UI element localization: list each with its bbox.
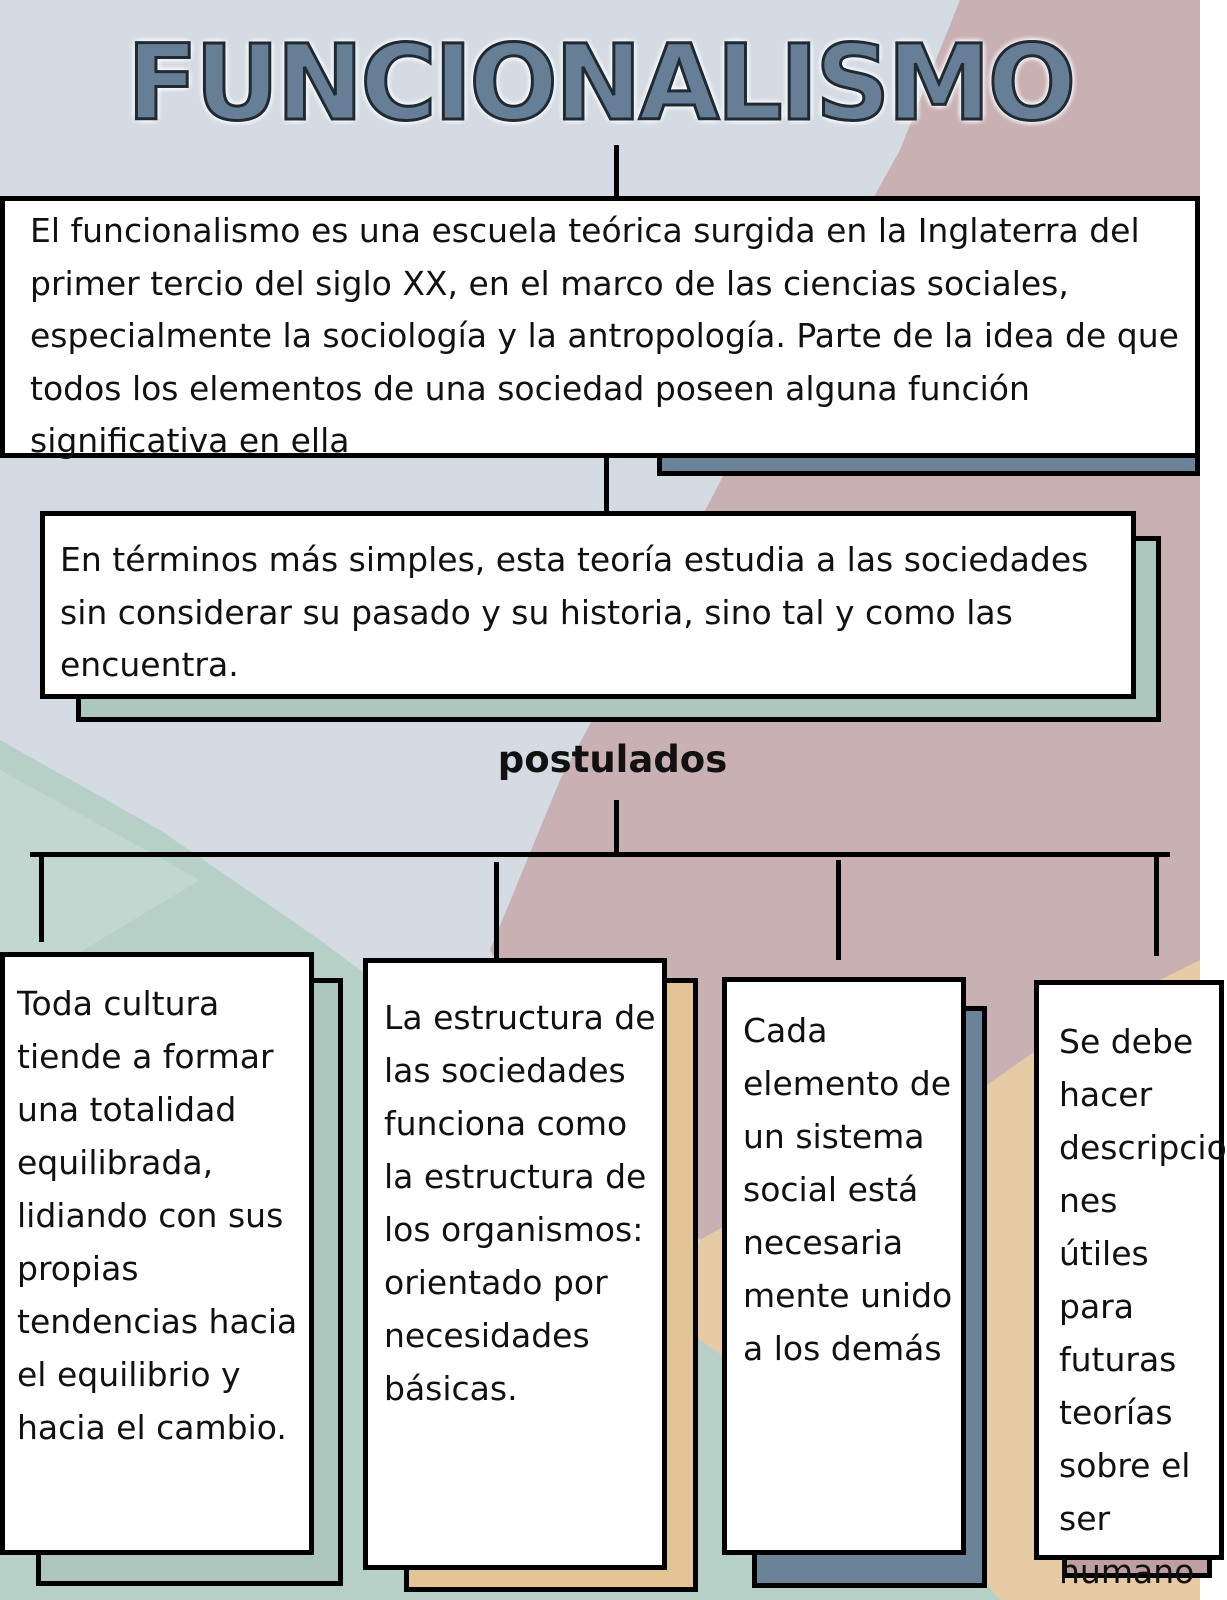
page-title: FUNCIONALISMO <box>126 22 1074 144</box>
intro-text: El funcionalismo es una escuela teórica surgida en la Inglaterra del primer tercio del siglo XX, en el marco de las ciencias sociales, especialmente la sociología y la antropología. Parte de la idea de que todos los elementos de una sociedad poseen alguna función significativa en ella <box>30 211 1179 460</box>
postulado-box-2 <box>363 958 667 1570</box>
intro-box <box>0 196 1200 458</box>
postulados-bar <box>30 852 1170 857</box>
postulado-text-1: Toda cultura tiende a formar una totalidad equilibrada, lidiando con sus propias tendencias hacia el equilibrio y hacia el cambio. <box>17 984 298 1447</box>
postulado-text-4: Se debe hacer descripcio nes útiles para futuras teorías sobre el ser humano <box>1059 1022 1227 1591</box>
postulado-box-4 <box>1034 980 1227 1591</box>
postulado-text-2: La estructura de las sociedades funciona como la estructura de los organismos: orientado por necesidades básicas. <box>384 998 656 1408</box>
connector-postulado-1 <box>39 852 44 942</box>
postulado-box-3 <box>722 977 966 1555</box>
connector-postulado-2 <box>494 862 499 958</box>
postulado-box-1 <box>0 952 314 1555</box>
simple-text: En términos más simples, esta teoría estudia a las sociedades sin considerar su pasado y su historia, sino tal y como las encuentra. <box>60 540 1089 684</box>
connector-postulado-3 <box>836 860 841 960</box>
simple-box <box>40 511 1136 699</box>
postulado-text-3: Cada elemento de un sistema social está necesaria mente unido a los demás <box>743 1011 953 1368</box>
connector-postulado-4 <box>1154 856 1159 956</box>
connector-label-bar <box>614 800 619 855</box>
connector-title-intro <box>614 145 619 197</box>
postulados-label: postulados <box>497 738 728 781</box>
